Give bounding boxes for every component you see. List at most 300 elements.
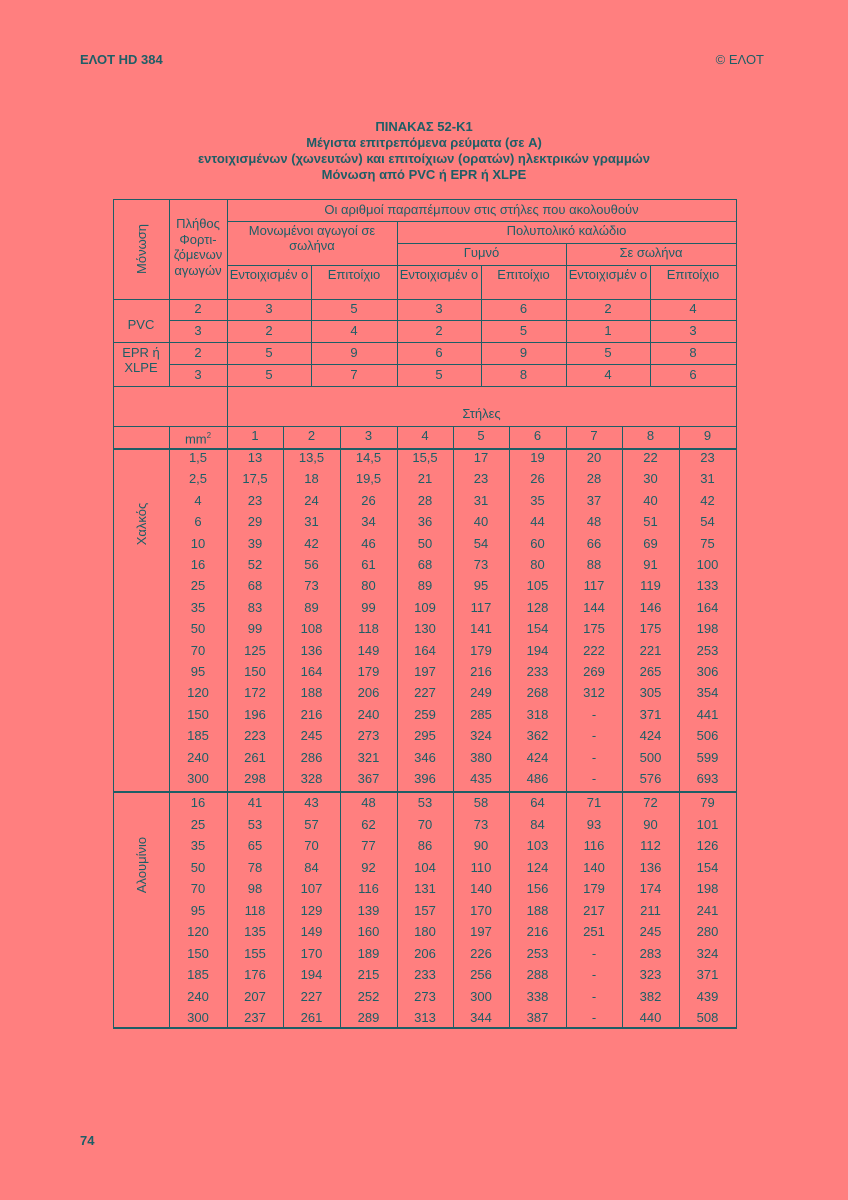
current-value-cell: 42 bbox=[700, 492, 715, 508]
current-value-cell: 129 bbox=[300, 902, 323, 918]
current-value-cell: 576 bbox=[639, 771, 662, 786]
grid-line bbox=[227, 265, 736, 266]
current-value-cell: 110 bbox=[470, 859, 492, 875]
current-value-cell: 89 bbox=[304, 599, 319, 615]
cross-section-cell: 70 bbox=[190, 881, 206, 896]
current-value-cell: 286 bbox=[300, 749, 323, 765]
current-value-cell: 387 bbox=[526, 1010, 549, 1025]
current-value-cell: 62 bbox=[361, 816, 376, 832]
current-value-cell: 50 bbox=[417, 535, 433, 551]
cross-section-cell: 300 bbox=[187, 771, 209, 786]
current-value-cell: 253 bbox=[526, 945, 549, 961]
current-value-cell: 90 bbox=[643, 816, 658, 832]
cross-section-cell: 2,5 bbox=[188, 471, 208, 487]
current-value-cell: 500 bbox=[639, 749, 662, 765]
current-value-cell: 486 bbox=[526, 771, 549, 786]
current-value-cell: 172 bbox=[244, 685, 266, 701]
current-value-cell: 305 bbox=[639, 685, 662, 701]
current-value-cell: 371 bbox=[696, 967, 719, 982]
current-value-cell: 164 bbox=[414, 642, 436, 658]
bare-header: Γυμνό bbox=[463, 245, 500, 260]
current-value-cell: 149 bbox=[300, 924, 323, 939]
current-value-cell: 117 bbox=[470, 599, 492, 615]
current-value-cell: 41 bbox=[247, 795, 263, 810]
cross-section-cell: 6 bbox=[194, 514, 202, 530]
column-number-cell: 3 bbox=[364, 428, 373, 443]
column-number-cell: 9 bbox=[703, 428, 712, 443]
current-value-cell: 23 bbox=[700, 450, 715, 465]
column-reference-cell: 2 bbox=[604, 301, 612, 316]
pvc-label: PVC bbox=[127, 317, 155, 332]
current-value-cell: 83 bbox=[247, 599, 263, 615]
current-value-cell: 298 bbox=[244, 771, 266, 786]
current-value-cell: 280 bbox=[696, 924, 719, 939]
current-value-cell: 424 bbox=[639, 728, 662, 744]
current-value-cell: - bbox=[591, 728, 597, 744]
current-value-cell: 72 bbox=[643, 795, 658, 810]
current-value-cell: 285 bbox=[470, 706, 492, 722]
grid-line bbox=[113, 199, 737, 200]
current-value-cell: 261 bbox=[244, 749, 266, 765]
current-value-cell: 241 bbox=[696, 902, 719, 918]
current-value-cell: 54 bbox=[700, 514, 715, 530]
current-value-cell: 252 bbox=[357, 988, 380, 1004]
column-number-cell: 5 bbox=[477, 428, 485, 443]
current-value-cell: 300 bbox=[470, 988, 492, 1004]
current-value-cell: 37 bbox=[586, 492, 602, 508]
column-reference-cell: 3 bbox=[435, 301, 443, 316]
current-value-cell: 188 bbox=[526, 902, 549, 918]
current-value-cell: 135 bbox=[244, 924, 266, 939]
current-value-cell: 268 bbox=[526, 685, 549, 701]
current-value-cell: 71 bbox=[586, 795, 602, 810]
cross-section-cell: 240 bbox=[187, 988, 209, 1004]
current-value-cell: 599 bbox=[696, 749, 719, 765]
column-reference-cell: 8 bbox=[519, 367, 528, 382]
current-value-cell: 13,5 bbox=[298, 450, 325, 465]
current-value-cell: 251 bbox=[583, 924, 605, 939]
current-value-cell: 77 bbox=[361, 838, 376, 853]
grid-line bbox=[113, 299, 736, 300]
cross-section-cell: 25 bbox=[190, 816, 206, 832]
cross-section-cell: 120 bbox=[187, 685, 209, 701]
current-value-cell: 130 bbox=[414, 621, 436, 637]
column-reference-cell: 3 bbox=[689, 323, 697, 338]
column-number-cell: 6 bbox=[533, 428, 542, 443]
current-value-cell: 70 bbox=[304, 838, 319, 853]
current-value-cell: 164 bbox=[300, 664, 323, 679]
column-reference-cell: 4 bbox=[350, 323, 358, 338]
current-value-cell: 46 bbox=[361, 535, 376, 551]
current-value-cell: 273 bbox=[357, 728, 380, 744]
current-value-cell: 188 bbox=[300, 685, 323, 701]
current-value-cell: 31 bbox=[304, 514, 319, 530]
current-value-cell: 175 bbox=[639, 621, 662, 637]
column-number-cell: 2 bbox=[307, 428, 316, 443]
cross-section-cell: 1,5 bbox=[188, 450, 208, 465]
current-value-cell: 90 bbox=[473, 838, 489, 853]
page-number: 74 bbox=[80, 1133, 95, 1148]
current-value-cell: 233 bbox=[526, 664, 549, 679]
current-value-cell: 240 bbox=[357, 706, 380, 722]
single-core-header: Μονωμένοι αγωγοί σε σωλήνα bbox=[248, 223, 376, 253]
current-value-cell: 100 bbox=[696, 557, 719, 572]
cross-section-cell: 150 bbox=[187, 706, 209, 722]
current-value-cell: 14,5 bbox=[355, 450, 382, 465]
current-value-cell: 80 bbox=[361, 578, 376, 594]
cross-section-cell: 240 bbox=[187, 749, 209, 765]
current-value-cell: 216 bbox=[470, 664, 492, 679]
current-value-cell: 179 bbox=[470, 642, 492, 658]
current-value-cell: 249 bbox=[470, 685, 492, 701]
embedded-header-2: Εντοιχισμέν ο bbox=[399, 267, 479, 282]
current-value-cell: 194 bbox=[300, 967, 323, 982]
column-reference-cell: 4 bbox=[689, 301, 697, 316]
current-value-cell: 58 bbox=[473, 795, 489, 810]
grid-line bbox=[227, 221, 736, 222]
current-value-cell: 313 bbox=[414, 1010, 436, 1025]
current-value-cell: - bbox=[591, 706, 597, 722]
current-value-cell: 371 bbox=[639, 706, 662, 722]
current-value-cell: 116 bbox=[583, 838, 605, 853]
current-value-cell: 23 bbox=[247, 492, 263, 508]
current-value-cell: 222 bbox=[583, 642, 605, 658]
table-title bbox=[0, 119, 848, 183]
current-value-cell: 80 bbox=[530, 557, 545, 572]
insulation-header: Μόνωση bbox=[134, 224, 149, 274]
current-value-cell: 34 bbox=[361, 514, 376, 530]
current-value-cell: 198 bbox=[696, 621, 719, 637]
current-value-cell: 245 bbox=[300, 728, 323, 744]
cross-section-cell: 16 bbox=[190, 795, 206, 810]
current-value-cell: 435 bbox=[470, 771, 492, 786]
aluminium-label: Αλουμίνιο bbox=[134, 836, 149, 894]
current-value-cell: 29 bbox=[247, 514, 263, 530]
cross-section-cell: 300 bbox=[187, 1010, 209, 1025]
current-value-cell: 116 bbox=[358, 881, 379, 896]
current-value-cell: 103 bbox=[526, 838, 549, 853]
current-value-cell: 69 bbox=[643, 535, 658, 551]
current-value-cell: 126 bbox=[696, 838, 719, 853]
grid-line bbox=[113, 1027, 737, 1029]
current-value-cell: 206 bbox=[414, 945, 436, 961]
current-value-cell: 362 bbox=[526, 728, 549, 744]
conductor-count-cell: 3 bbox=[194, 323, 202, 338]
current-value-cell: 223 bbox=[244, 728, 266, 744]
current-value-cell: 68 bbox=[247, 578, 263, 594]
current-value-cell: 101 bbox=[696, 816, 719, 832]
current-value-cell: 20 bbox=[586, 450, 602, 465]
current-value-cell: 22 bbox=[643, 450, 658, 465]
current-value-cell: 318 bbox=[526, 706, 549, 722]
current-value-cell: 78 bbox=[247, 859, 263, 875]
current-value-cell: 197 bbox=[470, 924, 492, 939]
current-value-cell: 31 bbox=[473, 492, 489, 508]
current-value-cell: 154 bbox=[526, 621, 549, 637]
cross-section-unit: $mm^2$ bbox=[184, 431, 212, 447]
current-value-cell: 194 bbox=[526, 642, 549, 658]
cross-section-cell: 16 bbox=[190, 557, 206, 572]
current-value-cell: 269 bbox=[583, 664, 605, 679]
column-reference-cell: 5 bbox=[604, 345, 612, 360]
current-value-cell: 155 bbox=[244, 945, 266, 961]
current-value-cell: 140 bbox=[583, 859, 605, 875]
current-value-cell: 23 bbox=[473, 471, 489, 487]
current-value-cell: 53 bbox=[417, 795, 433, 810]
current-value-cell: 141 bbox=[470, 621, 492, 637]
current-value-cell: 95 bbox=[473, 578, 489, 594]
current-value-cell: 70 bbox=[417, 816, 433, 832]
current-value-cell: 440 bbox=[639, 1010, 662, 1025]
current-value-cell: 256 bbox=[470, 967, 492, 982]
current-value-cell: 28 bbox=[586, 471, 602, 487]
grid-line bbox=[736, 199, 737, 1028]
current-value-cell: 227 bbox=[300, 988, 323, 1004]
current-value-cell: 61 bbox=[361, 557, 376, 572]
column-reference-cell: 2 bbox=[265, 323, 273, 338]
current-value-cell: 506 bbox=[696, 728, 719, 744]
current-value-cell: 156 bbox=[526, 881, 549, 896]
column-reference-header: Οι αριθμοί παραπέμπουν στις στήλες που ακολουθούν bbox=[324, 202, 639, 217]
current-value-cell: 216 bbox=[526, 924, 549, 939]
current-value-cell: 44 bbox=[530, 514, 545, 530]
column-reference-cell: 6 bbox=[519, 301, 528, 316]
current-value-cell: 57 bbox=[304, 816, 319, 832]
current-value-cell: 24 bbox=[304, 492, 319, 508]
current-value-cell: 64 bbox=[530, 795, 545, 810]
current-value-cell: 68 bbox=[417, 557, 433, 572]
current-value-cell: - bbox=[591, 771, 597, 786]
current-value-cell: 15,5 bbox=[412, 450, 438, 465]
current-value-cell: 439 bbox=[696, 988, 719, 1004]
current-value-cell: 36 bbox=[417, 514, 433, 530]
conductor-count-cell: 3 bbox=[194, 367, 202, 382]
column-reference-cell: 5 bbox=[350, 301, 358, 316]
current-value-cell: 108 bbox=[300, 621, 323, 637]
current-value-cell: 396 bbox=[414, 771, 436, 786]
current-value-cell: 198 bbox=[696, 881, 719, 896]
current-value-cell: 207 bbox=[244, 988, 266, 1004]
column-reference-cell: 1 bbox=[604, 323, 612, 338]
current-value-cell: 75 bbox=[700, 535, 715, 551]
column-reference-cell: 3 bbox=[265, 301, 273, 316]
current-value-cell: 211 bbox=[640, 902, 661, 918]
grid-line bbox=[113, 791, 736, 793]
current-value-cell: 259 bbox=[414, 706, 436, 722]
current-value-cell: 189 bbox=[357, 945, 380, 961]
column-number-cell: 1 bbox=[251, 428, 259, 443]
title-line-2: Μέγιστα επιτρεπόμενα ρεύματα (σε A) bbox=[306, 135, 542, 150]
grid-line bbox=[169, 320, 736, 321]
current-value-cell: 56 bbox=[304, 557, 319, 572]
current-value-cell: 164 bbox=[696, 599, 719, 615]
current-value-cell: 136 bbox=[300, 642, 323, 658]
current-value-cell: 245 bbox=[639, 924, 662, 939]
current-value-cell: 424 bbox=[526, 749, 549, 765]
current-value-cell: 196 bbox=[244, 706, 266, 722]
current-value-cell: - bbox=[591, 945, 597, 961]
column-number-cell: 4 bbox=[421, 428, 429, 443]
current-value-cell: 306 bbox=[696, 664, 719, 679]
current-value-cell: 118 bbox=[358, 621, 379, 637]
current-value-cell: 160 bbox=[357, 924, 380, 939]
current-value-cell: 146 bbox=[639, 599, 662, 615]
current-value-cell: 289 bbox=[357, 1010, 380, 1025]
embedded-header-3: Εντοιχισμέν ο bbox=[568, 267, 648, 282]
current-value-cell: 150 bbox=[244, 664, 266, 679]
current-value-cell: 53 bbox=[247, 816, 263, 832]
current-value-cell: 39 bbox=[247, 535, 263, 551]
cross-section-cell: 185 bbox=[187, 728, 209, 744]
current-value-cell: 65 bbox=[247, 838, 263, 853]
conductor-count-cell: 2 bbox=[194, 301, 202, 316]
current-value-cell: 139 bbox=[357, 902, 380, 918]
current-value-cell: 92 bbox=[361, 859, 376, 875]
current-value-cell: 149 bbox=[357, 642, 380, 658]
grid-line bbox=[397, 243, 736, 244]
current-value-cell: 344 bbox=[470, 1010, 492, 1025]
current-value-cell: 19,5 bbox=[355, 471, 382, 487]
surface-header-1: Επιτοίχιο bbox=[327, 267, 381, 282]
current-value-cell: 144 bbox=[583, 599, 605, 615]
current-value-cell: 26 bbox=[530, 471, 545, 487]
current-value-cell: 35 bbox=[530, 492, 545, 508]
in-conduit-header: Σε σωλήνα bbox=[619, 245, 683, 260]
column-reference-cell: 9 bbox=[519, 345, 528, 360]
current-value-cell: 338 bbox=[526, 988, 549, 1004]
current-value-cell: 380 bbox=[470, 749, 492, 765]
current-value-cell: 17 bbox=[473, 450, 489, 465]
current-value-cell: 323 bbox=[639, 967, 662, 982]
current-value-cell: 131 bbox=[414, 881, 436, 896]
current-value-cell: 273 bbox=[414, 988, 436, 1004]
cross-section-cell: 150 bbox=[187, 945, 209, 961]
current-value-cell: 48 bbox=[361, 795, 376, 810]
current-value-cell: 128 bbox=[526, 599, 549, 615]
current-value-cell: 265 bbox=[639, 664, 662, 679]
current-value-cell: 346 bbox=[414, 749, 436, 765]
current-value-cell: 170 bbox=[470, 902, 492, 918]
cross-section-cell: 35 bbox=[190, 838, 206, 853]
current-value-cell: 117 bbox=[583, 578, 605, 594]
current-value-cell: 104 bbox=[414, 859, 436, 875]
title-line-3: εντοιχισμένων (χωνευτών) και επιτοίχιων (ορατών) ηλεκτρικών γραμμών bbox=[198, 151, 650, 166]
grid-line bbox=[113, 386, 736, 387]
current-value-cell: 99 bbox=[247, 621, 263, 637]
current-value-cell: 367 bbox=[357, 771, 380, 786]
current-value-cell: 179 bbox=[357, 664, 380, 679]
current-value-cell: 174 bbox=[639, 881, 662, 896]
current-value-cell: 283 bbox=[639, 945, 662, 961]
grid-line bbox=[113, 342, 736, 343]
current-value-cell: 180 bbox=[414, 924, 436, 939]
current-value-cell: 51 bbox=[643, 514, 658, 530]
loaded-conductors-header: Πλήθος Φορτι-ζόμενων αγωγών bbox=[173, 216, 223, 278]
column-reference-cell: 7 bbox=[350, 367, 358, 382]
grid-line bbox=[113, 426, 736, 427]
column-number-cell: 8 bbox=[646, 428, 655, 443]
current-value-cell: 43 bbox=[304, 795, 319, 810]
column-reference-cell: 5 bbox=[265, 345, 273, 360]
cross-section-cell: 35 bbox=[190, 599, 206, 615]
current-value-cell: 26 bbox=[361, 492, 376, 508]
current-value-cell: 140 bbox=[470, 881, 492, 896]
current-value-cell: 66 bbox=[586, 535, 602, 551]
cross-section-cell: 25 bbox=[190, 578, 206, 594]
current-value-cell: 28 bbox=[417, 492, 433, 508]
current-value-cell: 324 bbox=[470, 728, 492, 744]
multi-core-header: Πολυπολικό καλώδιο bbox=[506, 223, 627, 238]
current-value-cell: 109 bbox=[414, 599, 436, 615]
copper-label: Χαλκός bbox=[134, 502, 149, 546]
column-reference-cell: 2 bbox=[435, 323, 443, 338]
cross-section-cell: 120 bbox=[187, 924, 209, 939]
cross-section-cell: 70 bbox=[190, 642, 206, 658]
current-value-cell: - bbox=[591, 749, 597, 765]
current-value-cell: 179 bbox=[583, 881, 605, 896]
current-value-cell: 693 bbox=[696, 771, 719, 786]
current-value-cell: 88 bbox=[586, 557, 602, 572]
column-reference-cell: 5 bbox=[265, 367, 273, 382]
current-value-cell: 312 bbox=[583, 685, 605, 701]
current-value-cell: 17,5 bbox=[242, 471, 268, 487]
current-value-cell: 328 bbox=[300, 771, 323, 786]
current-value-cell: 54 bbox=[473, 535, 489, 551]
cross-section-cell: 4 bbox=[194, 492, 202, 508]
current-value-cell: 93 bbox=[586, 816, 602, 832]
current-value-cell: - bbox=[591, 967, 597, 982]
current-value-cell: 237 bbox=[244, 1010, 266, 1025]
current-value-cell: 40 bbox=[473, 514, 489, 530]
current-value-cell: 261 bbox=[300, 1010, 323, 1025]
current-value-cell: 217 bbox=[583, 902, 605, 918]
current-value-cell: 98 bbox=[247, 881, 263, 896]
cross-section-cell: 10 bbox=[190, 535, 206, 551]
current-value-cell: 19 bbox=[530, 450, 545, 465]
conductor-count-cell: 2 bbox=[194, 345, 202, 360]
current-value-cell: 441 bbox=[696, 706, 719, 722]
current-value-cell: 157 bbox=[414, 902, 436, 918]
current-value-cell: 40 bbox=[643, 492, 658, 508]
current-value-cell: - bbox=[591, 1010, 597, 1025]
current-value-cell: 321 bbox=[357, 749, 380, 765]
current-value-cell: 206 bbox=[357, 685, 380, 701]
current-value-cell: 119 bbox=[640, 578, 661, 594]
current-value-cell: 175 bbox=[583, 621, 605, 637]
column-reference-cell: 5 bbox=[519, 323, 528, 338]
current-value-cell: 136 bbox=[639, 859, 662, 875]
document-code: ΕΛΟΤ HD 384 bbox=[80, 52, 163, 67]
current-value-cell: 73 bbox=[304, 578, 319, 594]
current-value-cell: 382 bbox=[639, 988, 662, 1004]
current-value-cell: 216 bbox=[300, 706, 323, 722]
current-value-cell: 99 bbox=[361, 599, 376, 615]
epr-xlpe-label: EPR ή XLPE bbox=[122, 345, 160, 375]
surface-header-2: Επιτοίχιο bbox=[497, 267, 550, 282]
current-value-cell: 154 bbox=[696, 859, 719, 875]
current-value-cell: 233 bbox=[414, 967, 436, 982]
current-value-cell: 508 bbox=[696, 1010, 719, 1025]
current-value-cell: 79 bbox=[700, 795, 715, 810]
current-value-cell: 73 bbox=[473, 557, 489, 572]
current-value-cell: 42 bbox=[304, 535, 319, 551]
column-reference-cell: 9 bbox=[350, 345, 358, 360]
current-value-cell: 30 bbox=[643, 471, 658, 487]
current-value-cell: 105 bbox=[526, 578, 549, 594]
current-value-cell: 124 bbox=[526, 859, 549, 875]
current-value-cell: 91 bbox=[643, 557, 658, 572]
columns-label: Στήλες bbox=[462, 406, 501, 421]
